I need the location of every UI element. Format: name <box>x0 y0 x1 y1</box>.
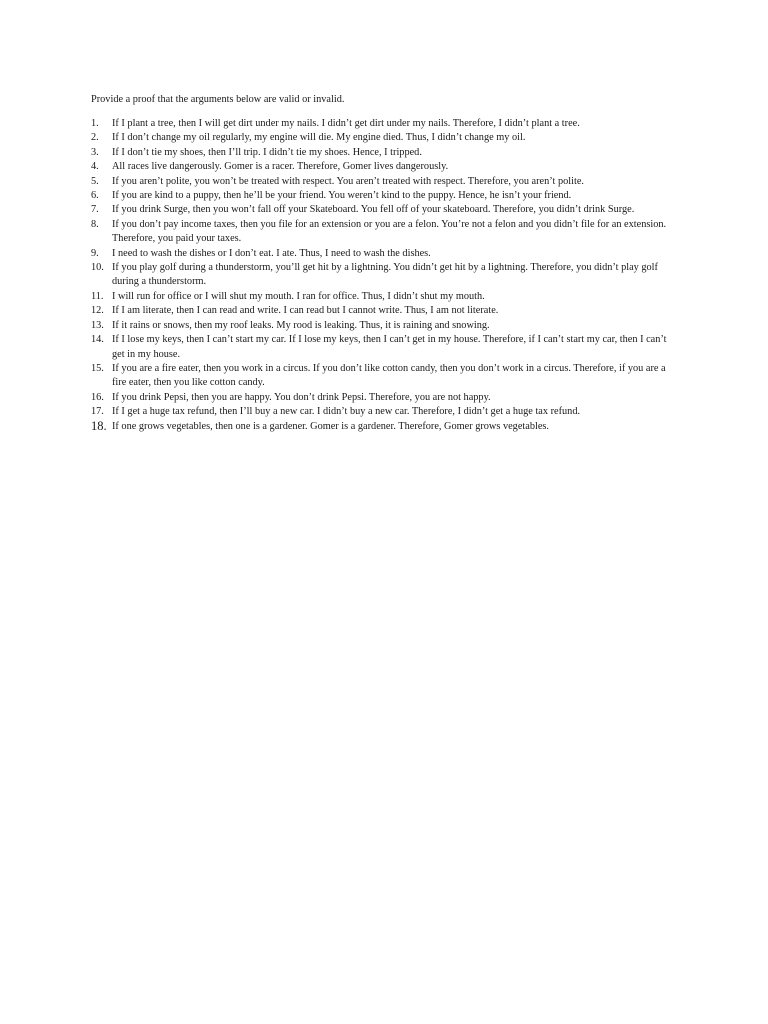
list-item <box>91 146 681 160</box>
instructions-text: Provide a proof that the arguments below are valid or invalid. <box>91 94 345 105</box>
argument-text: I need to wash the dishes or I don’t eat. I ate. Thus, I need to wash the dishes. <box>112 247 431 259</box>
item-number: 2. <box>91 132 99 144</box>
argument-text: All races live dangerously. Gomer is a racer. Therefore, Gomer lives dangerously. <box>112 161 449 173</box>
item-number: 4. <box>91 161 99 173</box>
argument-text: If you drink Surge, then you won’t fall off your Skateboard. You fell off of your skateboard. Therefore, you didn’t drink Surge. <box>112 204 635 216</box>
list-item <box>91 175 681 189</box>
item-number: 15. <box>91 362 104 374</box>
list-item <box>91 304 681 318</box>
item-number: 7. <box>91 204 99 216</box>
argument-text: If you are a fire eater, then you work in a circus. If you don’t like cotton candy, then you don’t work in a circus. Therefore, if you are a fire eater, then you like cotton candy. <box>112 362 666 389</box>
list-item <box>91 391 681 405</box>
list-item <box>91 290 681 304</box>
item-number: 13. <box>91 319 104 331</box>
list-item <box>91 247 681 261</box>
item-number: 3. <box>91 146 99 158</box>
argument-text: If you don’t pay income taxes, then you file for an extension or you are a felon. You’re not a felon and you didn’t file for an extension. Therefore, you paid your taxes. <box>112 218 667 245</box>
item-number: 18. <box>91 418 107 433</box>
argument-text: If I get a huge tax refund, then I’ll buy a new car. I didn’t buy a new car. Therefore, I didn’t get a huge tax refund. <box>112 406 581 418</box>
list-item <box>91 218 681 247</box>
list-item <box>91 405 681 419</box>
argument-text: If I don’t tie my shoes, then I’ll trip. I didn’t tie my shoes. Hence, I tripped. <box>112 146 422 158</box>
item-number: 14. <box>91 334 104 346</box>
argument-text: If you aren’t polite, you won’t be treated with respect. You aren’t treated with respect. Therefore, you aren’t polite. <box>112 175 584 187</box>
list-item <box>91 117 681 131</box>
list-item <box>91 131 681 145</box>
argument-text: If you drink Pepsi, then you are happy. You don’t drink Pepsi. Therefore, you are not happy. <box>112 391 491 403</box>
argument-text: If I lose my keys, then I can’t start my car. If I lose my keys, then I can’t get in my house. Therefore, if I can’t start my car, then I can’t get in my house. <box>112 334 667 360</box>
item-number: 11. <box>91 290 104 302</box>
item-number: 1. <box>91 118 99 129</box>
list-item <box>91 333 681 362</box>
argument-text: If I don’t change my oil regularly, my engine will die. My engine died. Thus, I didn’t change my oil. <box>112 132 526 144</box>
list-item <box>91 319 681 333</box>
list-item <box>91 203 681 217</box>
argument-text: If I am literate, then I can read and write. I can read but I cannot write. Thus, I am not literate. <box>112 305 499 317</box>
item-number: 8. <box>91 218 99 230</box>
argument-text: If I plant a tree, then I will get dirt under my nails. I didn’t get dirt under my nails. Therefore, I didn’t plant a tree. <box>112 118 580 129</box>
argument-text: If you are kind to a puppy, then he’ll be your friend. You weren’t kind to the puppy. Hence, he isn’t your friend. <box>112 190 572 202</box>
item-number: 16. <box>91 391 104 403</box>
list-item <box>91 362 681 391</box>
item-number: 10. <box>91 262 104 274</box>
item-number: 6. <box>91 190 99 202</box>
argument-list <box>91 117 681 434</box>
argument-text: If you play golf during a thunderstorm, you’ll get hit by a lightning. You didn’t get hit by a lightning. Therefore, you didn’t play golf during a thunderstorm. <box>112 262 658 288</box>
list-item <box>91 261 681 290</box>
argument-text: If one grows vegetables, then one is a gardener. Gomer is a gardener. Therefore, Gomer grows vegetables. <box>112 420 549 432</box>
list-item <box>91 189 681 203</box>
item-number: 17. <box>91 406 104 418</box>
item-number: 9. <box>91 247 99 259</box>
list-item <box>91 160 681 174</box>
item-number: 12. <box>91 305 104 317</box>
list-item <box>91 420 681 434</box>
item-number: 5. <box>91 175 99 187</box>
argument-text: If it rains or snows, then my roof leaks. My rood is leaking. Thus, it is raining and snowing. <box>112 319 490 331</box>
argument-text: I will run for office or I will shut my mouth. I ran for office. Thus, I didn’t shut my mouth. <box>112 290 485 302</box>
